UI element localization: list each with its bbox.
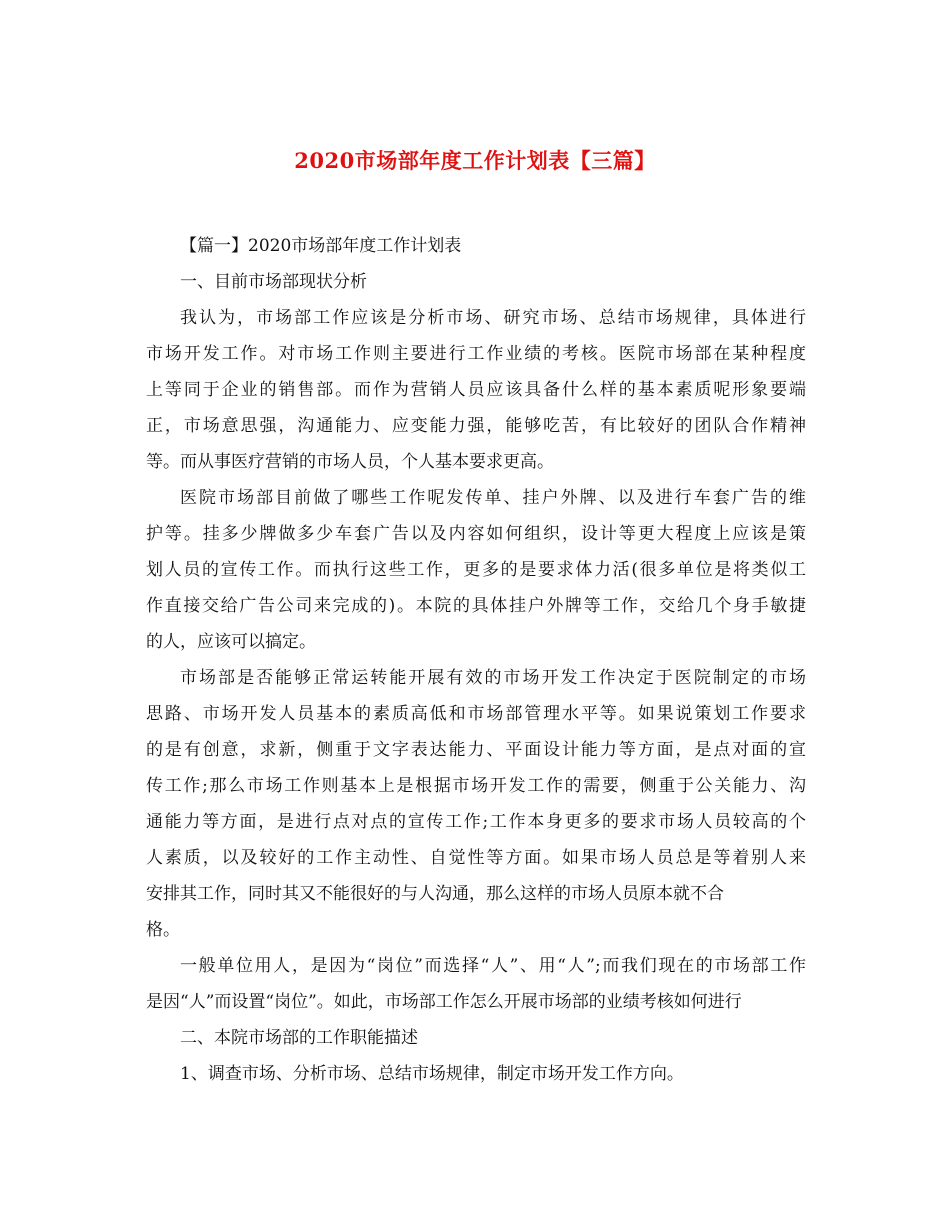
text-line: 一般单位用人，是因为“岗位”而选择“人”、用“人”;而我们现在的市场部工作 bbox=[180, 956, 806, 976]
text-line: 市场部是否能够正常运转能开展有效的市场开发工作决定于医院制定的市场 bbox=[180, 668, 806, 688]
text-line: 划人员的宣传工作。而执行这些工作，更多的是要求体力活(很多单位是将类似工 bbox=[146, 560, 806, 580]
text-line: 安排其工作，同时其又不能很好的与人沟通，那么这样的市场人员原本就不合 bbox=[146, 884, 724, 904]
text-line: 一、目前市场部现状分析 bbox=[180, 272, 367, 292]
text-line: 上等同于企业的销售部。而作为营销人员应该具备什么样的基本素质呢形象要端 bbox=[146, 380, 806, 400]
document-body bbox=[146, 228, 806, 1092]
text-line: 护等。挂多少牌做多少车套广告以及内容如何组织，设计等更大程度上应该是策 bbox=[146, 524, 806, 544]
text-line: 市场开发工作。对市场工作则主要进行工作业绩的考核。医院市场部在某种程度 bbox=[146, 344, 806, 364]
text-line: 医院市场部目前做了哪些工作呢发传单、挂户外牌、以及进行车套广告的维 bbox=[180, 488, 806, 508]
text-line: 格。 bbox=[146, 920, 180, 940]
text-line: 我认为，市场部工作应该是分析市场、研究市场、总结市场规律，具体进行 bbox=[180, 308, 806, 328]
text-line: 作直接交给广告公司来完成的)。本院的具体挂户外牌等工作，交给几个身手敏捷 bbox=[146, 596, 806, 616]
text-line: 通能力等方面，是进行点对点的宣传工作;工作本身更多的要求市场人员较高的个 bbox=[146, 812, 806, 832]
text-line: 思路、市场开发人员基本的素质高低和市场部管理水平等。如果说策划工作要求 bbox=[146, 704, 806, 724]
text-line: 的人，应该可以搞定。 bbox=[146, 632, 316, 652]
text-line: 的是有创意，求新，侧重于文字表达能力、平面设计能力等方面，是点对面的宣 bbox=[146, 740, 806, 760]
text-line: 正，市场意思强，沟通能力、应变能力强，能够吃苦，有比较好的团队合作精神 bbox=[146, 416, 806, 436]
text-line: 二、本院市场部的工作职能描述 bbox=[180, 1028, 418, 1048]
text-line: 人素质，以及较好的工作主动性、自觉性等方面。如果市场人员总是等着别人来 bbox=[146, 848, 806, 868]
text-line: 传工作;那么市场工作则基本上是根据市场开发工作的需要，侧重于公关能力、沟 bbox=[146, 776, 806, 796]
text-line: 是因“人”而设置“岗位”。如此，市场部工作怎么开展市场部的业绩考核如何进行 bbox=[146, 992, 742, 1012]
text-line: 1、调查市场、分析市场、总结市场规律，制定市场开发工作方向。 bbox=[180, 1064, 684, 1084]
text-line: 【篇一】2020市场部年度工作计划表 bbox=[180, 236, 462, 256]
document-title: 2020市场部年度工作计划表【三篇】 bbox=[294, 148, 656, 173]
text-line: 等。而从事医疗营销的市场人员，个人基本要求更高。 bbox=[146, 452, 554, 472]
